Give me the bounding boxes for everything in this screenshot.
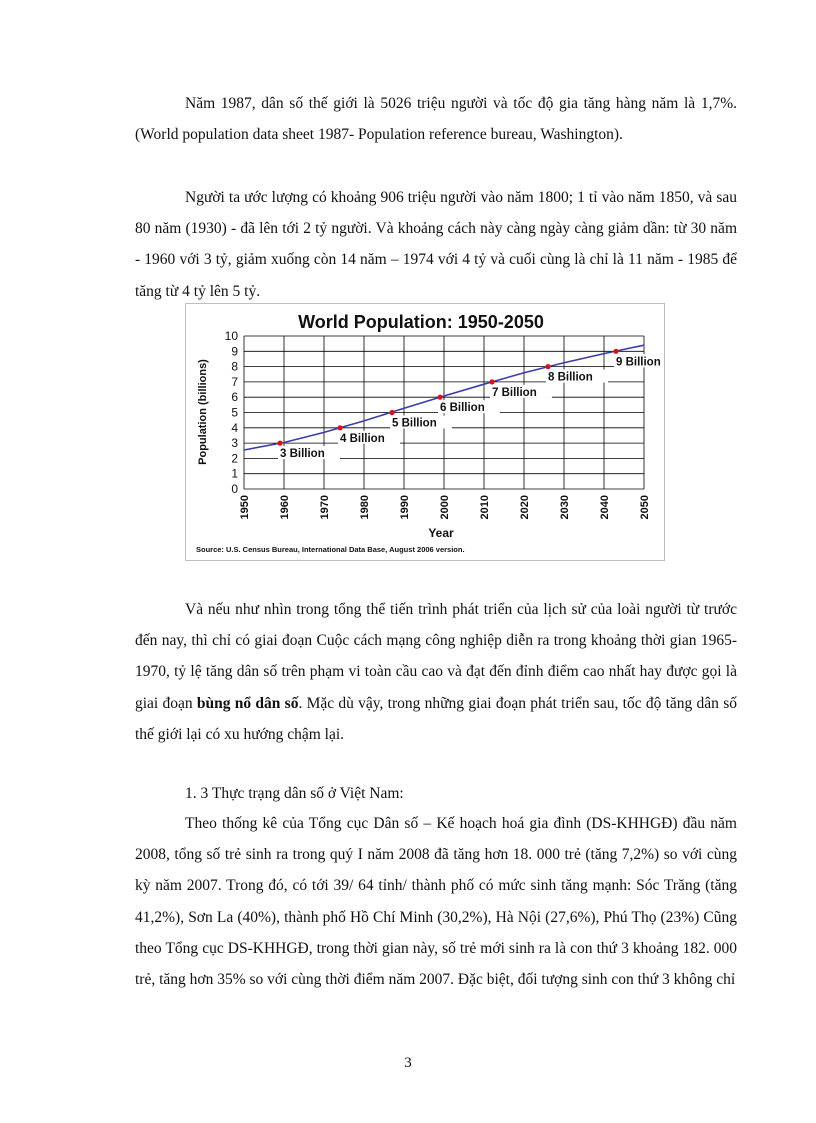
milestone-label: 4 Billion xyxy=(340,432,385,445)
paragraph-4-text: Theo thống kê của Tổng cục Dân số – Kế hoạch hoá gia đình (DS-KHHGĐ) đầu năm 2008, tổng số trẻ sinh ra trong quý I năm 2008 đã tăng hơn 18. 000 trẻ (tăng 7,2%) so với cùng kỳ năm 2007. Trong đó, có tới 39/ 64 tỉnh/ thành phố có mức sinh tăng mạnh: Sóc Trăng (tăng 41,2%), Sơn La (40%), thành phố Hồ Chí Minh (30,2%), Hà Nội (27,6%), Phú Thọ (23%) Cũng theo Tổng cục DS-KHHGĐ, trong thời gian này, số trẻ mới sinh ra là con thứ 3 khoảng 182. 000 trẻ, tăng hơn 35% so với cùng thời điểm năm 2007. Đặc biệt, đối tượng sinh con thứ 3 không chỉ xyxy=(135,815,737,989)
y-tick-label: 1 xyxy=(231,466,238,481)
paragraph-2-text: Người ta ước lượng có khoảng 906 triệu người vào năm 1800; 1 tỉ vào năm 1850, và sau 80 năm (1930) - đã lên tới 2 tỷ người. Và khoảng cách này càng ngày càng giảm dần: từ 30 năm - 1960 với 3 tỷ, giảm xuống còn 14 năm – 1974 với 4 tỷ và cuối cùng là chỉ là 11 năm - 1985 để tăng từ 4 tỷ lên 5 tỷ. xyxy=(135,189,737,300)
milestone-point xyxy=(277,441,282,446)
y-tick-label: 2 xyxy=(231,451,238,466)
milestone-label: 6 Billion xyxy=(440,402,485,415)
x-tick-label: 1990 xyxy=(399,495,411,520)
milestone-label: 8 Billion xyxy=(548,371,593,384)
paragraph-4 xyxy=(135,808,737,995)
x-tick-label: 1980 xyxy=(359,495,371,520)
population-chart-figure xyxy=(185,303,665,561)
milestone-label: 7 Billion xyxy=(492,386,537,399)
paragraph-1 xyxy=(135,88,737,150)
chart-title: World Population: 1950-2050 xyxy=(298,312,544,332)
milestone-label: 5 Billion xyxy=(392,417,437,430)
section-heading xyxy=(135,778,737,809)
x-tick-label: 1950 xyxy=(239,495,251,520)
milestone-label: 9 Billion xyxy=(616,356,661,369)
x-tick-label: 2040 xyxy=(599,495,611,520)
y-tick-label: 8 xyxy=(231,359,238,374)
milestone-point xyxy=(389,410,394,415)
milestone-label: 3 Billion xyxy=(280,448,325,461)
milestone-point xyxy=(489,379,494,384)
x-axis-label: Year xyxy=(428,526,454,540)
y-tick-label: 4 xyxy=(231,420,238,435)
y-tick-label: 7 xyxy=(231,374,238,389)
x-tick-label: 2030 xyxy=(559,495,571,520)
page-number: 3 xyxy=(404,1055,412,1071)
x-tick-label: 2020 xyxy=(519,495,531,520)
chart-source: Source: U.S. Census Bureau, International Data Base, August 2006 version. xyxy=(196,545,465,554)
milestone-point xyxy=(437,395,442,400)
x-tick-label: 1960 xyxy=(279,495,291,520)
y-tick-label: 3 xyxy=(231,436,238,451)
milestone-point xyxy=(613,349,618,354)
y-tick-label: 0 xyxy=(231,482,238,496)
x-tick-label: 2000 xyxy=(439,495,451,520)
milestone-point xyxy=(337,425,342,430)
paragraph-3-text-end: . Mặc dù vậy, trong những giai đoạn phát triển sau, tốc độ tăng dân số thế giới lại có xu hướng chậm lại. xyxy=(135,694,737,743)
y-tick-label: 10 xyxy=(224,329,238,343)
y-axis-label: Population (billions) xyxy=(197,359,209,465)
paragraph-3 xyxy=(135,594,737,750)
x-tick-label: 2010 xyxy=(479,495,491,520)
paragraph-3-text: Và nếu như nhìn trong tổng thể tiến trình phát triển của lịch sử của loài người từ trước đến nay, thì chỉ có giai đoạn Cuộc cách mạng công nghiệp diễn ra trong khoảng thời gian 1965-1970, tỷ lệ tăng dân số trên phạm vi toàn cầu cao và đạt đến đỉnh điểm cao nhất hay được gọi là giai đoạn xyxy=(135,601,737,712)
y-tick-label: 9 xyxy=(231,344,238,359)
section-heading-text: 1. 3 Thực trạng dân số ở Việt Nam: xyxy=(185,785,404,802)
x-tick-label: 1970 xyxy=(319,495,331,520)
y-tick-label: 6 xyxy=(231,390,238,405)
x-tick-label: 2050 xyxy=(639,495,651,520)
paragraph-2 xyxy=(135,182,737,307)
paragraph-1-text: Năm 1987, dân số thế giới là 5026 triệu người và tốc độ gia tăng hàng năm là 1,7%. (World population data sheet 1987- Population reference bureau, Washington). xyxy=(135,95,737,144)
population-chart xyxy=(186,304,664,560)
y-tick-label: 5 xyxy=(231,405,238,420)
milestone-point xyxy=(545,364,550,369)
bold-term: bùng nổ dân số xyxy=(196,694,299,712)
